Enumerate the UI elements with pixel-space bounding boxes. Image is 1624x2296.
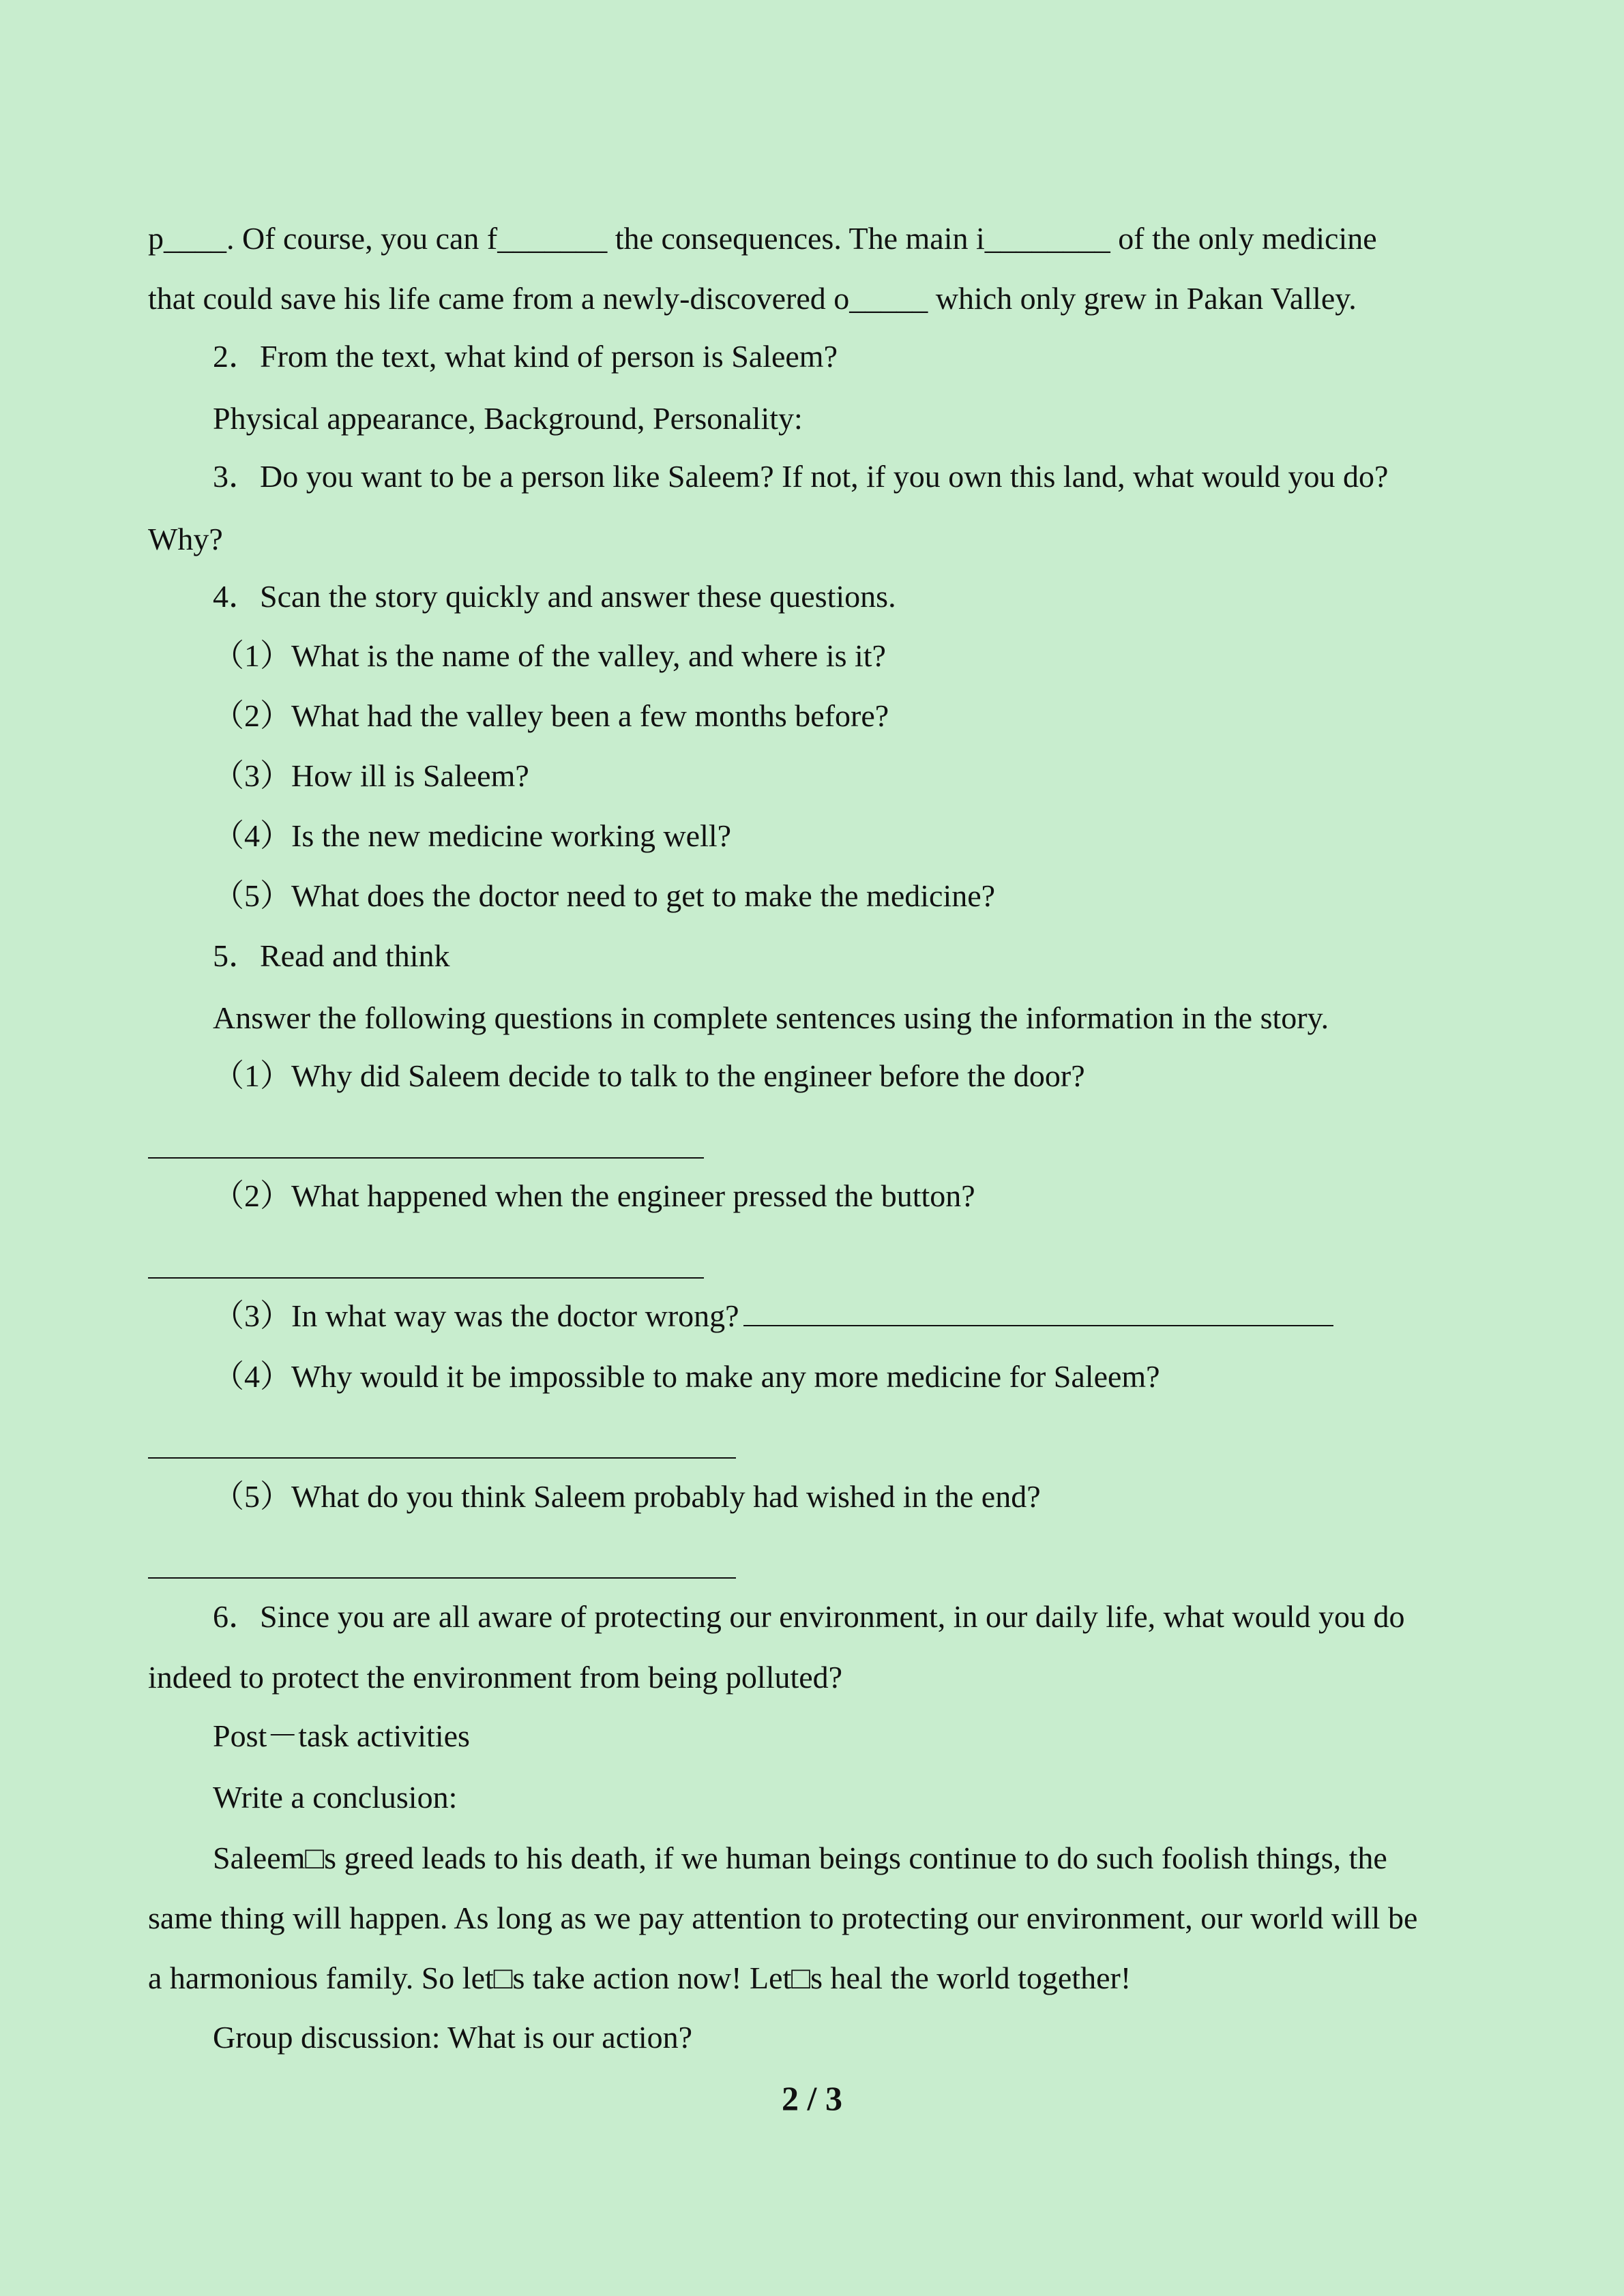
sub-question: （4）Is the new medicine working well? bbox=[213, 818, 732, 853]
text-line: Answer the following questions in complete sentences using the information in the story. bbox=[213, 1000, 1329, 1035]
answer-blank[interactable] bbox=[148, 1157, 704, 1159]
conclusion-text: Saleem□s greed leads to his death, if we human beings continue to do such foolish things, the bbox=[213, 1840, 1387, 1875]
text-line: Group discussion: What is our action? bbox=[213, 2020, 693, 2055]
sub-question: （1）Why did Saleem decide to talk to the engineer before the door? bbox=[213, 1058, 1085, 1093]
page-number: 2 / 3 bbox=[782, 2079, 842, 2117]
section-heading: Post－task activities bbox=[213, 1718, 470, 1753]
question-4: 4．Scan the story quickly and answer these questions. bbox=[213, 579, 896, 614]
sub-question: （2）What happened when the engineer pressed the button? bbox=[213, 1178, 975, 1213]
text-line: p____. Of course, you can f_______ the consequences. The main i________ of the only medicine bbox=[148, 221, 1377, 256]
sub-question: （5）What does the doctor need to get to make the medicine? bbox=[213, 878, 996, 913]
question-2: 2．From the text, what kind of person is Saleem? bbox=[213, 339, 838, 374]
sub-question: （4）Why would it be impossible to make any more medicine for Saleem? bbox=[213, 1359, 1160, 1394]
answer-blank[interactable] bbox=[148, 1577, 736, 1579]
text-line: indeed to protect the environment from being polluted? bbox=[148, 1660, 843, 1695]
sub-question: （5）What do you think Saleem probably had wished in the end? bbox=[213, 1479, 1041, 1514]
question-6: 6．Since you are all aware of protecting our environment, in our daily life, what would you do bbox=[213, 1599, 1405, 1634]
sub-question bbox=[213, 1296, 1333, 1337]
text-line: that could save his life came from a newly-discovered o_____ which only grew in Pakan Valley. bbox=[148, 281, 1357, 316]
text-line: Why? bbox=[148, 522, 223, 556]
answer-blank[interactable] bbox=[743, 1298, 1333, 1326]
conclusion-text: a harmonious family. So let□s take action now! Let□s heal the world together! bbox=[148, 1960, 1132, 1995]
answer-blank[interactable] bbox=[148, 1277, 704, 1279]
sub-question: （1）What is the name of the valley, and where is it? bbox=[213, 638, 886, 673]
question-5: 5．Read and think bbox=[213, 938, 450, 973]
conclusion-text: same thing will happen. As long as we pay attention to protecting our environment, our world will be bbox=[148, 1900, 1418, 1935]
sub-question: （2）What had the valley been a few months before? bbox=[213, 698, 889, 733]
sub-question: （3）How ill is Saleem? bbox=[213, 758, 529, 793]
sub-question-text: （3）In what way was the doctor wrong? bbox=[213, 1298, 739, 1333]
text-line: Physical appearance, Background, Personality: bbox=[213, 401, 803, 436]
question-3: 3．Do you want to be a person like Saleem? If not, if you own this land, what would you do? bbox=[213, 459, 1389, 494]
text-line: Write a conclusion: bbox=[213, 1780, 458, 1815]
answer-blank[interactable] bbox=[148, 1457, 736, 1459]
